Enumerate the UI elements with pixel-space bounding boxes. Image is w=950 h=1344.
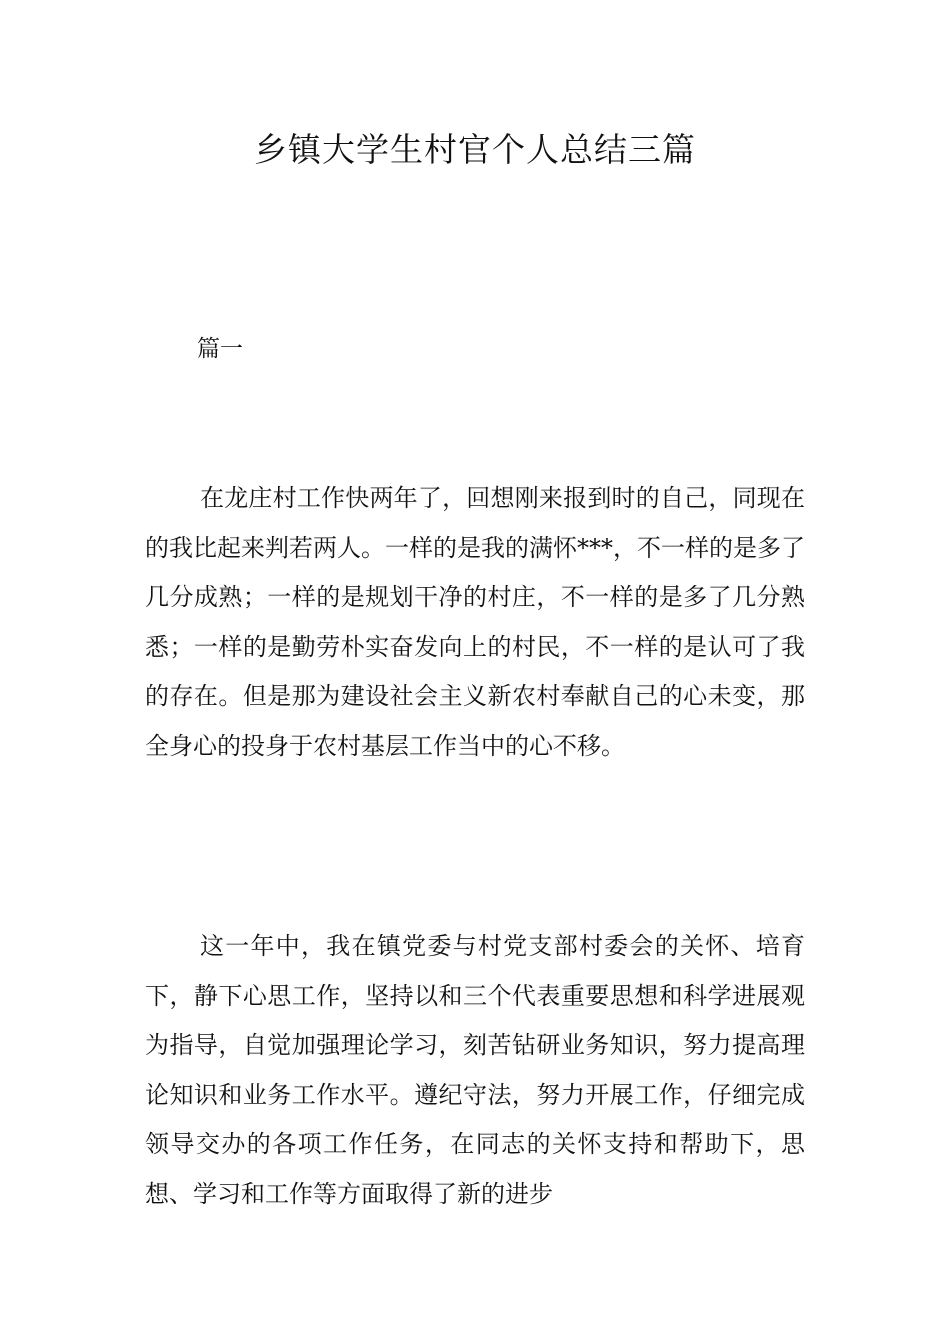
body-paragraph: 在龙庄村工作快两年了，回想刚来报到时的自己，同现在的我比起来判若两人。一样的是我的满怀***，不一样的是多了几分成熟；一样的是规划干净的村庄，不一样的是多了几分熟悉；一样的是勤劳朴实奋发向上的村民，不一样的是认可了我的存在。但是那为建设社会主义新农村奉献自己的心未变，那全身心的投身于农村基层工作当中的心不移。 <box>145 484 805 760</box>
document-title: 乡镇大学生村官个人总结三篇 <box>254 130 696 169</box>
body-paragraph: 这一年中，我在镇党委与村党支部村委会的关怀、培育下，静下心思工作，坚持以和三个代表重要思想和科学进展观为指导，自觉加强理论学习，刻苦钻研业务知识，努力提高理论知识和业务工作水平。遵纪守法，努力开展工作，仔细完成领导交办的各项工作任务，在同志的关怀支持和帮助下，思想、学习和工作等方面取得了新的进步 <box>145 932 805 1208</box>
section-heading: 篇一 <box>197 336 243 362</box>
